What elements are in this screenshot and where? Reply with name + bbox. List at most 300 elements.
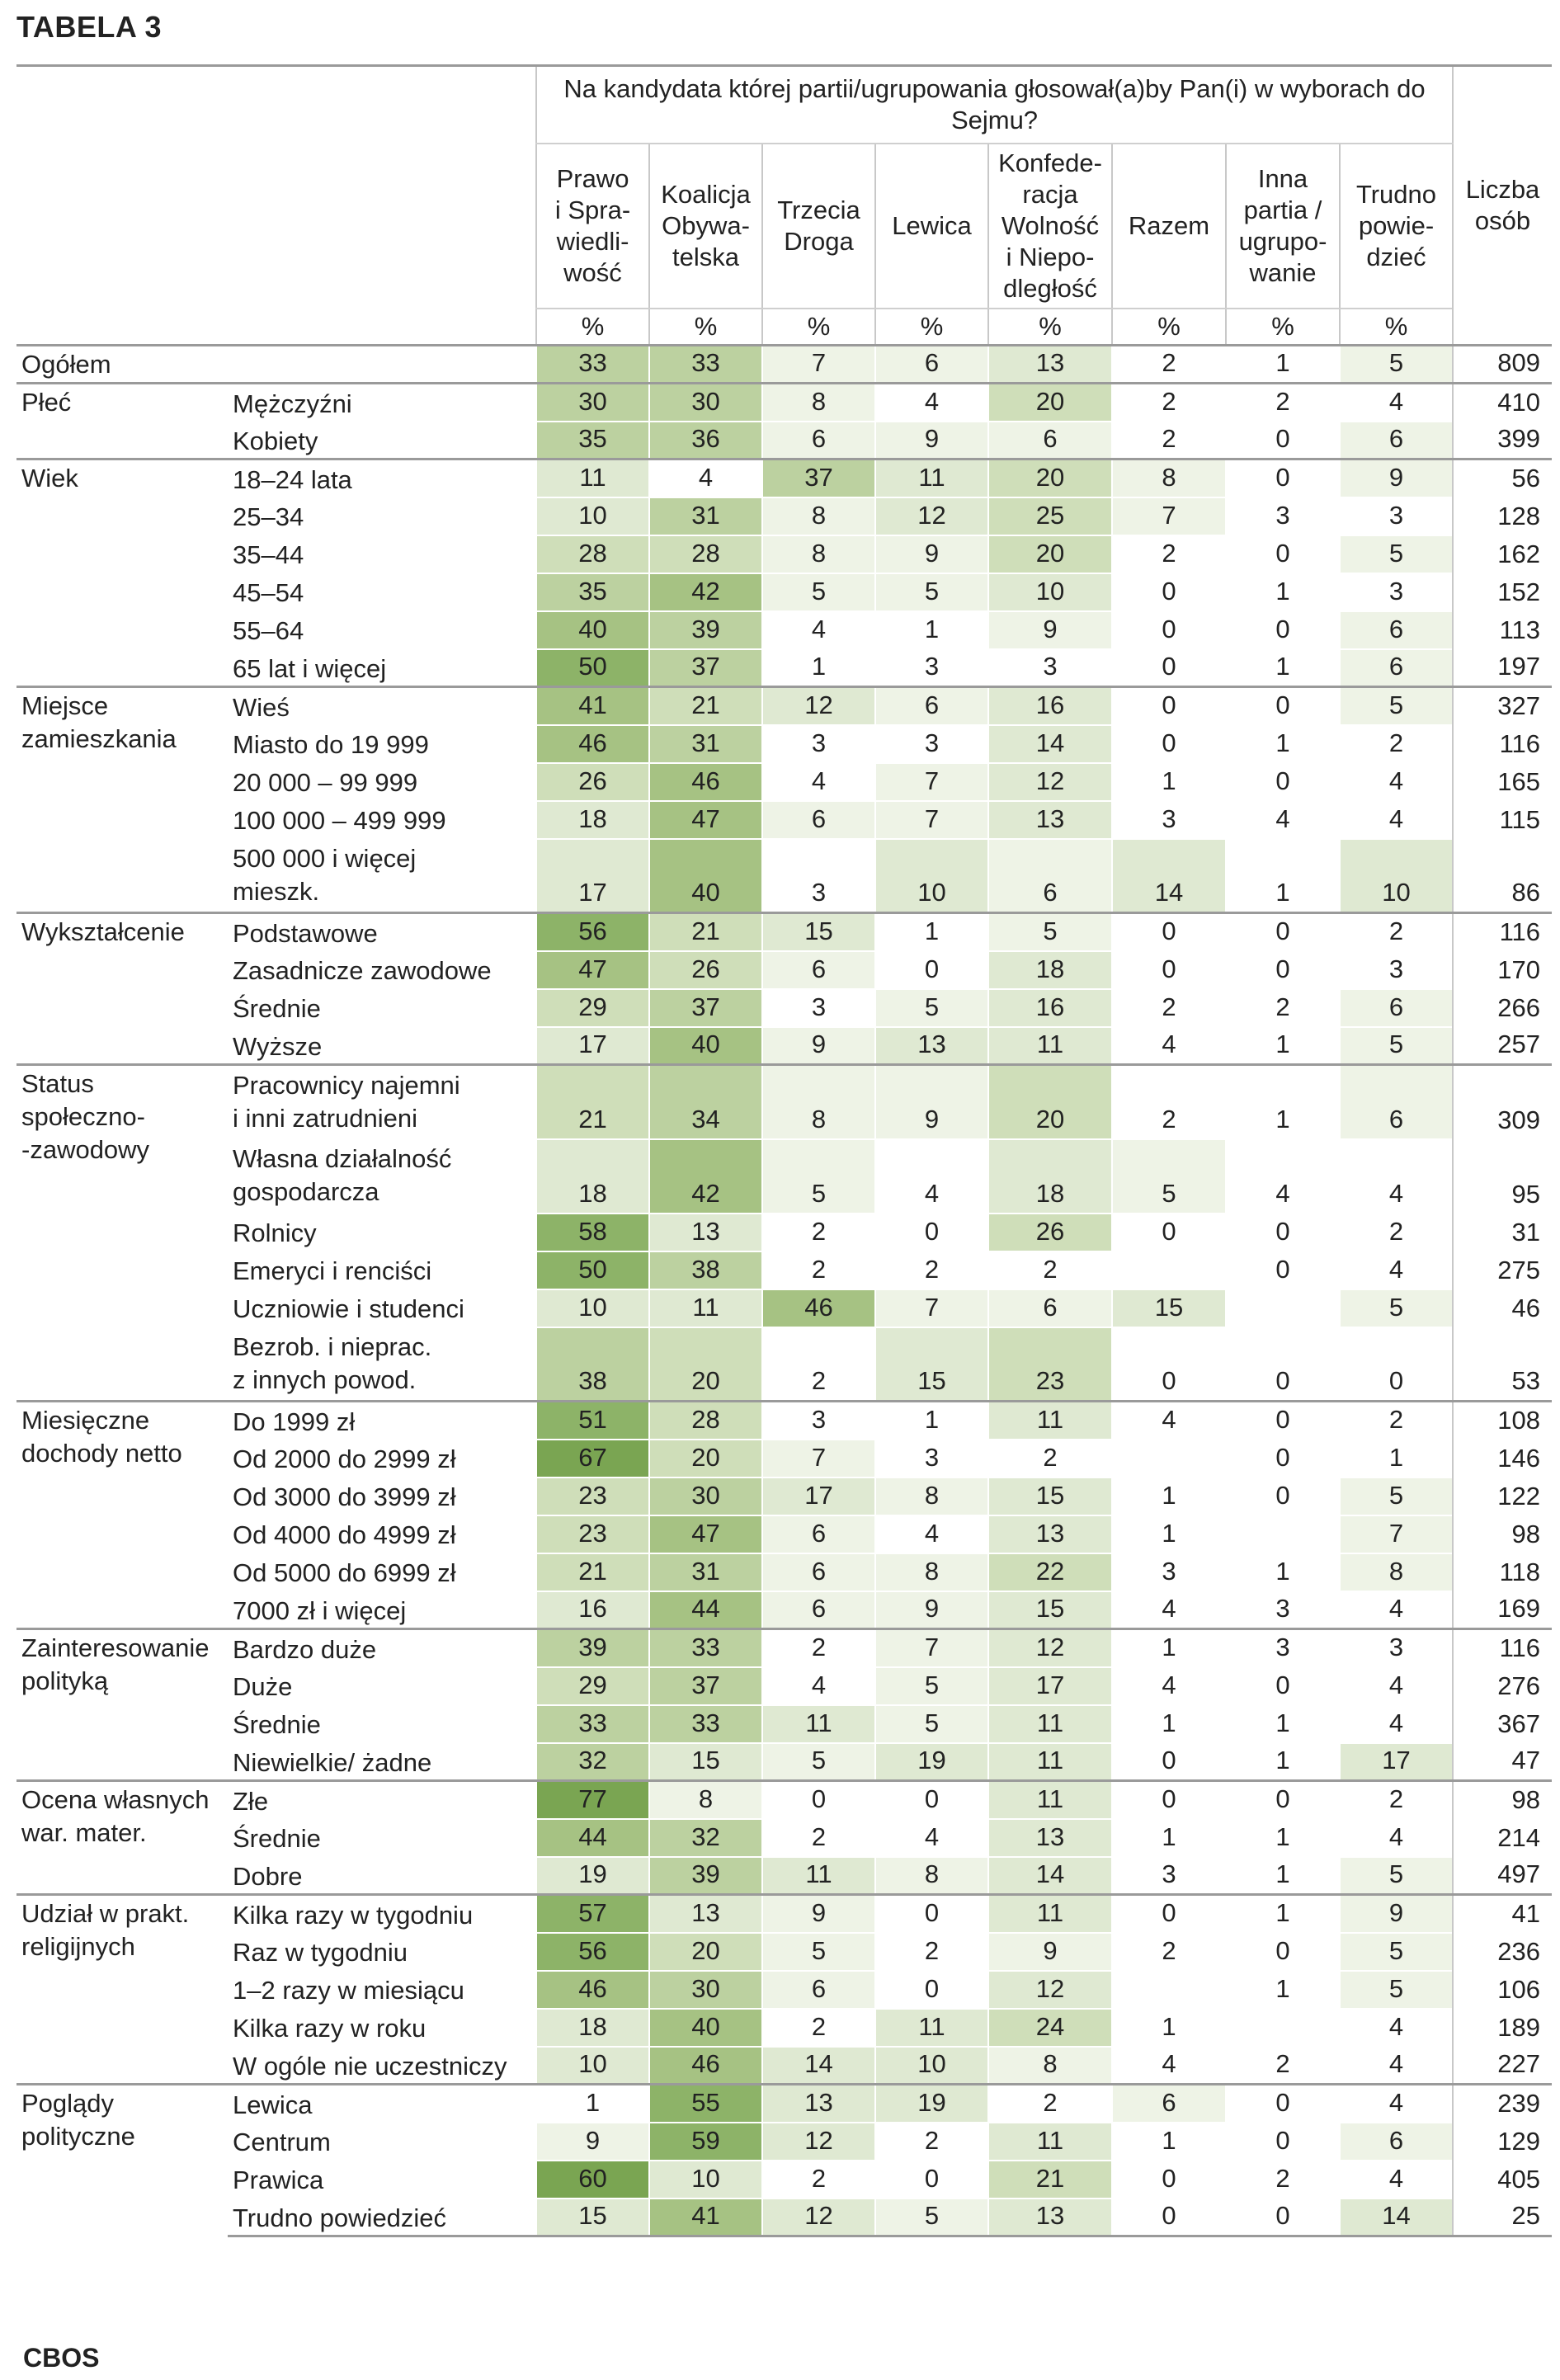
value-cell: 2 bbox=[762, 1819, 875, 1857]
table-row bbox=[16, 460, 1552, 497]
count-cell: 405 bbox=[1453, 2161, 1552, 2199]
category-label bbox=[228, 1289, 536, 1327]
value-cell: 4 bbox=[1340, 801, 1453, 839]
value-cell: 55 bbox=[649, 2085, 762, 2123]
category-label-line: 25–34 bbox=[233, 502, 304, 531]
table-row bbox=[16, 2161, 1552, 2199]
party-header-line: Lewica bbox=[892, 211, 972, 240]
value-cell: 7 bbox=[875, 1629, 988, 1667]
category-label bbox=[228, 460, 536, 497]
count-header-line: osób bbox=[1474, 206, 1531, 235]
category-label bbox=[228, 1591, 536, 1629]
group-label-line: Miesięczne bbox=[21, 1406, 150, 1435]
value-cell: 2 bbox=[762, 1629, 875, 1667]
party-header-2 bbox=[762, 144, 875, 309]
count-cell: 41 bbox=[1453, 1895, 1552, 1933]
category-label bbox=[228, 687, 536, 725]
value-cell: 6 bbox=[762, 1515, 875, 1553]
value-cell: 2 bbox=[762, 1214, 875, 1251]
count-cell: 108 bbox=[1453, 1402, 1552, 1440]
value-cell: 4 bbox=[1112, 2047, 1226, 2085]
value-cell: 13 bbox=[649, 1214, 762, 1251]
table-row bbox=[16, 1402, 1552, 1440]
value-cell: 11 bbox=[649, 1289, 762, 1327]
party-header-line: wiedli- bbox=[556, 227, 629, 256]
value-cell: 4 bbox=[875, 1139, 988, 1214]
value-cell: 0 bbox=[875, 1781, 988, 1819]
value-cell: 4 bbox=[875, 384, 988, 422]
group-label bbox=[16, 1781, 228, 1895]
value-cell: 32 bbox=[536, 1743, 649, 1781]
count-cell: 113 bbox=[1453, 611, 1552, 649]
value-cell: 37 bbox=[649, 989, 762, 1027]
table-row bbox=[16, 1289, 1552, 1327]
value-cell: 5 bbox=[875, 1667, 988, 1705]
value-cell: 3 bbox=[1340, 573, 1453, 611]
value-cell: 2 bbox=[762, 1327, 875, 1402]
value-cell: 18 bbox=[988, 951, 1112, 989]
value-cell: 7 bbox=[1340, 1515, 1453, 1553]
party-header-line: telska bbox=[672, 243, 739, 271]
category-label-line: Kilka razy w roku bbox=[233, 2013, 427, 2043]
category-label bbox=[228, 1743, 536, 1781]
count-cell: 266 bbox=[1453, 989, 1552, 1027]
value-cell: 37 bbox=[649, 1667, 762, 1705]
value-cell: 59 bbox=[649, 2123, 762, 2161]
value-cell: 0 bbox=[1340, 1327, 1453, 1402]
value-cell: 21 bbox=[536, 1065, 649, 1139]
value-cell bbox=[1112, 1440, 1226, 1477]
value-cell: 2 bbox=[1226, 384, 1340, 422]
category-label-line: Średnie bbox=[233, 993, 321, 1023]
count-cell: 257 bbox=[1453, 1027, 1552, 1065]
table-row bbox=[16, 1065, 1552, 1139]
category-label bbox=[228, 1781, 536, 1819]
value-cell: 8 bbox=[1340, 1553, 1453, 1591]
value-cell: 17 bbox=[762, 1477, 875, 1515]
category-label-line: Pracownicy najemni bbox=[233, 1071, 460, 1100]
value-cell: 1 bbox=[1226, 839, 1340, 913]
value-cell: 30 bbox=[649, 384, 762, 422]
table-row bbox=[16, 2123, 1552, 2161]
count-cell: 227 bbox=[1453, 2047, 1552, 2085]
group-label bbox=[16, 1065, 228, 1402]
value-cell: 26 bbox=[536, 763, 649, 801]
value-cell: 3 bbox=[988, 649, 1112, 687]
value-cell: 9 bbox=[875, 1065, 988, 1139]
value-cell: 16 bbox=[988, 687, 1112, 725]
value-cell: 0 bbox=[1226, 422, 1340, 460]
value-cell: 16 bbox=[988, 989, 1112, 1027]
value-cell: 24 bbox=[988, 2009, 1112, 2047]
group-label-line: społeczno- bbox=[21, 1102, 145, 1131]
party-header-4 bbox=[988, 144, 1112, 309]
value-cell: 5 bbox=[875, 573, 988, 611]
value-cell: 1 bbox=[1112, 763, 1226, 801]
group-label-line: Zainteresowanie bbox=[21, 1633, 210, 1662]
value-cell: 4 bbox=[1340, 1251, 1453, 1289]
category-label bbox=[228, 839, 536, 913]
value-cell: 1 bbox=[1226, 1819, 1340, 1857]
category-label bbox=[228, 1933, 536, 1971]
value-cell: 7 bbox=[875, 763, 988, 801]
category-label-line: 35–44 bbox=[233, 540, 304, 569]
value-cell: 2 bbox=[1226, 989, 1340, 1027]
party-header-line: racja bbox=[1022, 180, 1078, 209]
category-label-line: Kobiety bbox=[233, 426, 318, 455]
category-label bbox=[228, 1402, 536, 1440]
party-header-1 bbox=[649, 144, 762, 309]
value-cell: 12 bbox=[762, 2123, 875, 2161]
count-cell: 53 bbox=[1453, 1327, 1552, 1402]
value-cell: 0 bbox=[1226, 1440, 1340, 1477]
category-label-line: 1–2 razy w miesiącu bbox=[233, 1975, 464, 2005]
group-label bbox=[16, 460, 228, 687]
value-cell: 11 bbox=[988, 1027, 1112, 1065]
count-cell: 118 bbox=[1453, 1553, 1552, 1591]
value-cell: 5 bbox=[1340, 1971, 1453, 2009]
value-cell: 1 bbox=[1226, 1705, 1340, 1743]
value-cell: 6 bbox=[1112, 2085, 1226, 2123]
value-cell: 18 bbox=[988, 1139, 1112, 1214]
value-cell: 0 bbox=[1226, 1667, 1340, 1705]
value-cell: 16 bbox=[536, 1591, 649, 1629]
table-header bbox=[16, 66, 1552, 346]
category-label-line: Niewielkie/ żadne bbox=[233, 1747, 432, 1777]
percent-sign: % bbox=[1340, 309, 1453, 346]
value-cell: 33 bbox=[536, 346, 649, 384]
value-cell: 1 bbox=[1226, 1743, 1340, 1781]
value-cell: 2 bbox=[1226, 2047, 1340, 2085]
count-cell: 197 bbox=[1453, 649, 1552, 687]
value-cell: 6 bbox=[1340, 2123, 1453, 2161]
value-cell: 2 bbox=[762, 2161, 875, 2199]
value-cell: 32 bbox=[649, 1819, 762, 1857]
value-cell: 6 bbox=[1340, 1065, 1453, 1139]
value-cell: 1 bbox=[1226, 1065, 1340, 1139]
count-cell: 214 bbox=[1453, 1819, 1552, 1857]
value-cell: 0 bbox=[1112, 1327, 1226, 1402]
value-cell: 9 bbox=[1340, 1895, 1453, 1933]
value-cell: 4 bbox=[1112, 1027, 1226, 1065]
party-header-line: Wolność bbox=[1001, 211, 1100, 240]
value-cell: 17 bbox=[1340, 1743, 1453, 1781]
value-cell: 19 bbox=[875, 1743, 988, 1781]
party-header-0 bbox=[536, 144, 649, 309]
value-cell: 6 bbox=[762, 422, 875, 460]
value-cell: 6 bbox=[1340, 422, 1453, 460]
count-cell: 275 bbox=[1453, 1251, 1552, 1289]
value-cell: 47 bbox=[536, 951, 649, 989]
value-cell: 33 bbox=[649, 1705, 762, 1743]
value-cell: 1 bbox=[1112, 1705, 1226, 1743]
value-cell: 20 bbox=[988, 535, 1112, 573]
category-label-line: Emeryci i renciści bbox=[233, 1256, 432, 1285]
value-cell: 29 bbox=[536, 989, 649, 1027]
value-cell: 4 bbox=[649, 460, 762, 497]
value-cell: 28 bbox=[649, 535, 762, 573]
value-cell: 1 bbox=[1112, 1629, 1226, 1667]
value-cell: 21 bbox=[536, 1553, 649, 1591]
table-row bbox=[16, 1477, 1552, 1515]
value-cell: 21 bbox=[649, 687, 762, 725]
value-cell: 4 bbox=[1112, 1591, 1226, 1629]
category-label-line: Raz w tygodniu bbox=[233, 1937, 408, 1967]
table-row bbox=[16, 839, 1552, 913]
value-cell: 0 bbox=[875, 951, 988, 989]
category-label-line: 20 000 – 99 999 bbox=[233, 767, 418, 797]
value-cell: 3 bbox=[762, 989, 875, 1027]
party-header-line: Trudno bbox=[1355, 180, 1437, 209]
value-cell: 0 bbox=[1226, 913, 1340, 951]
value-cell: 26 bbox=[988, 1214, 1112, 1251]
party-header-line: Obywa- bbox=[662, 211, 750, 240]
category-label-line: W ogóle nie uczestniczy bbox=[233, 2051, 507, 2081]
party-header-line: Trzecia bbox=[777, 196, 860, 224]
value-cell: 1 bbox=[1112, 1477, 1226, 1515]
group-label-line: Miejsce bbox=[21, 691, 109, 720]
percent-sign: % bbox=[1226, 309, 1340, 346]
value-cell: 4 bbox=[875, 1515, 988, 1553]
group-label bbox=[16, 1402, 228, 1629]
value-cell: 6 bbox=[875, 346, 988, 384]
table-body bbox=[16, 346, 1552, 2236]
value-cell: 6 bbox=[988, 1289, 1112, 1327]
category-label-line: Trudno powiedzieć bbox=[233, 2203, 447, 2232]
party-header-6 bbox=[1226, 144, 1340, 309]
table-row bbox=[16, 1933, 1552, 1971]
value-cell: 5 bbox=[875, 2199, 988, 2236]
value-cell: 41 bbox=[536, 687, 649, 725]
value-cell: 7 bbox=[875, 801, 988, 839]
count-cell: 146 bbox=[1453, 1440, 1552, 1477]
value-cell: 4 bbox=[1340, 384, 1453, 422]
value-cell: 2 bbox=[1340, 913, 1453, 951]
header-row-question bbox=[16, 66, 1552, 144]
value-cell: 58 bbox=[536, 1214, 649, 1251]
value-cell: 8 bbox=[988, 2047, 1112, 2085]
value-cell: 7 bbox=[875, 1289, 988, 1327]
value-cell: 0 bbox=[1226, 1933, 1340, 1971]
category-label bbox=[228, 2009, 536, 2047]
value-cell: 10 bbox=[1340, 839, 1453, 913]
table-row bbox=[16, 611, 1552, 649]
value-cell: 17 bbox=[536, 839, 649, 913]
table-row bbox=[16, 1857, 1552, 1895]
value-cell: 0 bbox=[1112, 573, 1226, 611]
group-label-line: war. mater. bbox=[21, 1818, 147, 1847]
value-cell: 13 bbox=[988, 2199, 1112, 2236]
table-row bbox=[16, 1251, 1552, 1289]
value-cell: 5 bbox=[1340, 1027, 1453, 1065]
count-cell: 165 bbox=[1453, 763, 1552, 801]
category-label-line: Dobre bbox=[233, 1861, 303, 1891]
value-cell: 35 bbox=[536, 573, 649, 611]
value-cell: 6 bbox=[1340, 649, 1453, 687]
value-cell: 23 bbox=[988, 1327, 1112, 1402]
value-cell: 4 bbox=[1340, 763, 1453, 801]
value-cell: 34 bbox=[649, 1065, 762, 1139]
category-label bbox=[228, 573, 536, 611]
category-label-line: 100 000 – 499 999 bbox=[233, 805, 446, 835]
value-cell: 77 bbox=[536, 1781, 649, 1819]
category-label bbox=[228, 1971, 536, 2009]
value-cell: 4 bbox=[1112, 1402, 1226, 1440]
category-label bbox=[228, 801, 536, 839]
category-label-line: 7000 zł i więcej bbox=[233, 1595, 407, 1625]
value-cell: 33 bbox=[649, 346, 762, 384]
category-label-line: Wyższe bbox=[233, 1031, 323, 1061]
table-row bbox=[16, 1629, 1552, 1667]
category-label-line: Średnie bbox=[233, 1823, 321, 1853]
party-header-line: wość bbox=[563, 258, 622, 287]
value-cell: 9 bbox=[988, 1933, 1112, 1971]
category-label-line: Centrum bbox=[233, 2127, 331, 2156]
count-cell: 115 bbox=[1453, 801, 1552, 839]
value-cell: 1 bbox=[1226, 649, 1340, 687]
category-label-line: gospodarcza bbox=[233, 1176, 379, 1206]
value-cell: 5 bbox=[1340, 535, 1453, 573]
value-cell: 8 bbox=[762, 1065, 875, 1139]
percent-sign: % bbox=[762, 309, 875, 346]
value-cell: 12 bbox=[762, 687, 875, 725]
table-row bbox=[16, 763, 1552, 801]
count-cell: 152 bbox=[1453, 573, 1552, 611]
value-cell: 0 bbox=[1112, 649, 1226, 687]
table-row bbox=[16, 2009, 1552, 2047]
party-header-line: Inna bbox=[1257, 164, 1308, 193]
value-cell: 6 bbox=[762, 1971, 875, 2009]
value-cell: 20 bbox=[649, 1327, 762, 1402]
value-cell: 8 bbox=[762, 384, 875, 422]
party-header-line: ugrupo- bbox=[1238, 227, 1327, 256]
value-cell: 11 bbox=[988, 1781, 1112, 1819]
value-cell: 42 bbox=[649, 573, 762, 611]
value-cell: 40 bbox=[536, 611, 649, 649]
value-cell: 1 bbox=[875, 611, 988, 649]
value-cell: 15 bbox=[649, 1743, 762, 1781]
value-cell: 6 bbox=[762, 951, 875, 989]
value-cell: 21 bbox=[988, 2161, 1112, 2199]
count-cell: 236 bbox=[1453, 1933, 1552, 1971]
table-row bbox=[16, 951, 1552, 989]
category-label-line: z innych powod. bbox=[233, 1364, 417, 1394]
value-cell: 7 bbox=[762, 346, 875, 384]
value-cell: 15 bbox=[988, 1591, 1112, 1629]
value-cell: 5 bbox=[1340, 1477, 1453, 1515]
table-row bbox=[16, 1895, 1552, 1933]
table-row bbox=[16, 497, 1552, 535]
value-cell: 31 bbox=[649, 497, 762, 535]
value-cell: 23 bbox=[536, 1477, 649, 1515]
table-row bbox=[16, 989, 1552, 1027]
count-cell: 56 bbox=[1453, 460, 1552, 497]
category-label bbox=[228, 2085, 536, 2123]
category-label bbox=[228, 1705, 536, 1743]
category-label-line: Bardzo duże bbox=[233, 1635, 377, 1664]
value-cell: 5 bbox=[875, 1705, 988, 1743]
value-cell: 8 bbox=[762, 497, 875, 535]
value-cell: 2 bbox=[875, 1933, 988, 1971]
value-cell: 10 bbox=[875, 839, 988, 913]
category-label-line: Prawica bbox=[233, 2165, 324, 2194]
party-header-line: partia / bbox=[1243, 196, 1322, 224]
table-row bbox=[16, 801, 1552, 839]
table-row bbox=[16, 687, 1552, 725]
value-cell: 4 bbox=[1340, 1705, 1453, 1743]
value-cell: 2 bbox=[988, 2085, 1112, 2123]
value-cell: 1 bbox=[875, 913, 988, 951]
value-cell: 2 bbox=[1340, 1214, 1453, 1251]
value-cell: 33 bbox=[536, 1705, 649, 1743]
group-label bbox=[16, 346, 536, 384]
count-cell: 170 bbox=[1453, 951, 1552, 989]
value-cell: 20 bbox=[649, 1933, 762, 1971]
value-cell: 5 bbox=[1340, 687, 1453, 725]
category-label-line: 65 lat i więcej bbox=[233, 653, 387, 683]
group-label-line: polityczne bbox=[21, 2122, 135, 2151]
value-cell: 6 bbox=[762, 1553, 875, 1591]
value-cell: 1 bbox=[536, 2085, 649, 2123]
value-cell: 5 bbox=[1340, 1933, 1453, 1971]
value-cell: 2 bbox=[1340, 1402, 1453, 1440]
table-row bbox=[16, 2047, 1552, 2085]
value-cell: 11 bbox=[988, 1895, 1112, 1933]
value-cell: 1 bbox=[1112, 2009, 1226, 2047]
value-cell: 3 bbox=[1226, 1629, 1340, 1667]
count-cell: 116 bbox=[1453, 725, 1552, 763]
count-cell: 399 bbox=[1453, 422, 1552, 460]
group-label-line: Poglądy bbox=[21, 2089, 115, 2118]
value-cell: 10 bbox=[875, 2047, 988, 2085]
value-cell: 15 bbox=[988, 1477, 1112, 1515]
value-cell: 0 bbox=[1112, 1895, 1226, 1933]
category-label bbox=[228, 1629, 536, 1667]
value-cell: 2 bbox=[1112, 422, 1226, 460]
count-cell: 162 bbox=[1453, 535, 1552, 573]
value-cell: 11 bbox=[988, 2123, 1112, 2161]
value-cell: 7 bbox=[762, 1440, 875, 1477]
value-cell: 17 bbox=[536, 1027, 649, 1065]
group-label-line: Ocena własnych bbox=[21, 1785, 210, 1814]
value-cell: 0 bbox=[1112, 913, 1226, 951]
table-row bbox=[16, 535, 1552, 573]
value-cell: 4 bbox=[1340, 2085, 1453, 2123]
table-row bbox=[16, 1781, 1552, 1819]
category-label-line: Do 1999 zł bbox=[233, 1407, 356, 1436]
value-cell: 2 bbox=[1112, 989, 1226, 1027]
value-cell: 9 bbox=[762, 1027, 875, 1065]
value-cell: 1 bbox=[1226, 573, 1340, 611]
table-row bbox=[16, 2085, 1552, 2123]
value-cell: 5 bbox=[762, 573, 875, 611]
value-cell: 44 bbox=[649, 1591, 762, 1629]
value-cell: 15 bbox=[875, 1327, 988, 1402]
party-header-line: powie- bbox=[1358, 211, 1435, 240]
value-cell: 0 bbox=[1226, 1781, 1340, 1819]
value-cell: 40 bbox=[649, 839, 762, 913]
value-cell: 36 bbox=[649, 422, 762, 460]
table-row bbox=[16, 1139, 1552, 1214]
table-row bbox=[16, 1971, 1552, 2009]
category-label bbox=[228, 384, 536, 422]
value-cell: 47 bbox=[649, 801, 762, 839]
value-cell: 19 bbox=[536, 1857, 649, 1895]
value-cell: 30 bbox=[536, 384, 649, 422]
value-cell: 1 bbox=[1226, 725, 1340, 763]
category-label bbox=[228, 2123, 536, 2161]
value-cell: 0 bbox=[1112, 687, 1226, 725]
